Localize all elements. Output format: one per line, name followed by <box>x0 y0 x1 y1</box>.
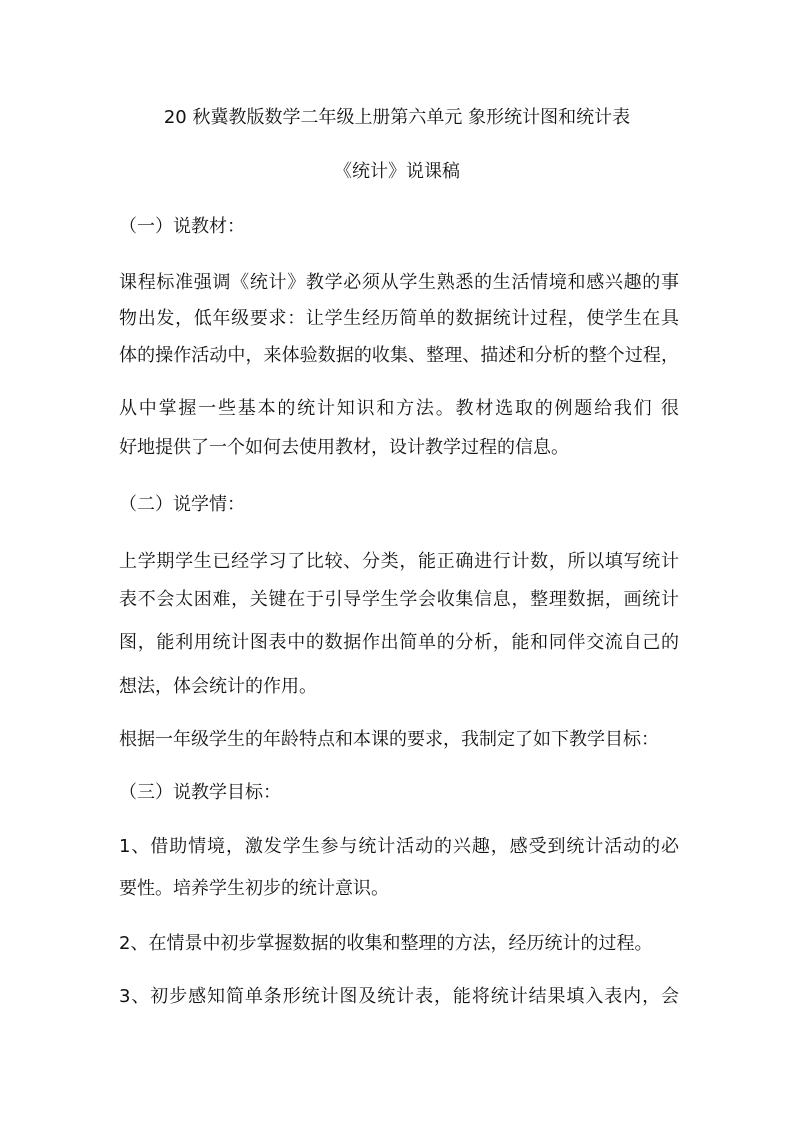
objective-3-line-1: 3、初步感知简单条形统计图及统计表，能将统计结果填入表内，会 <box>119 986 679 1007</box>
paragraph-1-line-4: 从中掌握一些基本的统计知识和方法。教材选取的例题给我们 很 <box>119 398 679 419</box>
paragraph-1-line-1: 课程标准强调《统计》教学必须从学生熟悉的生活情境和感兴趣的事 <box>119 272 679 293</box>
paragraph-2-line-4: 想法，体会统计的作用。 <box>119 676 317 697</box>
section-heading-3: （三）说教学目标： <box>119 782 281 803</box>
objectives-intro: 根据一年级学生的年龄特点和本课的要求，我制定了如下教学目标： <box>119 729 659 750</box>
section-heading-2: （二）说学情： <box>119 494 245 515</box>
paragraph-1-line-2: 物出发，低年级要求：让学生经历简单的数据统计过程，使学生在具 <box>119 308 679 329</box>
objective-2: 2、在情景中初步掌握数据的收集和整理的方法，经历统计的过程。 <box>119 933 653 954</box>
objective-1-line-2: 要性。培养学生初步的统计意识。 <box>119 878 389 899</box>
paragraph-2-line-1: 上学期学生已经学习了比较、分类，能正确进行计数，所以填写统计 <box>119 551 679 572</box>
objective-1-line-1: 1、借助情境，激发学生参与统计活动的兴趣，感受到统计活动的必 <box>119 836 679 857</box>
paragraph-1-line-3: 体的操作活动中，来体验数据的收集、整理、描述和分析的整个过程， <box>119 345 679 366</box>
paragraph-2-line-2: 表不会太困难，关键在于引导学生学会收集信息，整理数据，画统计 <box>119 589 679 610</box>
document-title: 20 秋冀教版数学二年级上册第六单元 象形统计图和统计表 <box>163 107 631 128</box>
section-heading-1: （一）说教材： <box>119 216 245 237</box>
paragraph-1-line-5: 好地提供了一个如何去使用教材，设计教学过程的信息。 <box>119 437 569 458</box>
paragraph-2-line-3: 图，能利用统计图表中的数据作出简单的分析，能和同伴交流自己的 <box>119 632 679 653</box>
document-subtitle: 《统计》说课稿 <box>334 161 460 182</box>
